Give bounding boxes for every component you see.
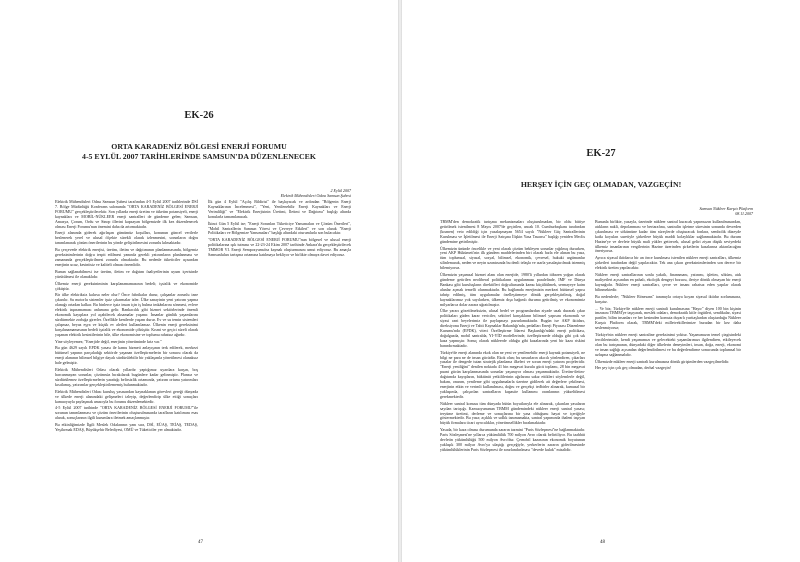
left-byline-date: 2 Eylül 2007: [330, 188, 351, 193]
right-page-number: 48: [600, 540, 605, 545]
paragraph: Ülkemizin ününde öncelikle ve yeni olarak çözüm bekleyen sorunlar yığılmış dururken, yeni AKP Hükümeti'nin ilk gündem maddelerinden biri olarak hızla ele alınan bu yasa, tüm toplumsal, siyasal, sosyal, bilimsel, ekonomik, çevresel, hukuki argümanlar silinlemarak, neden ve neyin uzantısında bu denli telaşla ve ısarla yasalaştırılmak istenmiş bilemiyoruz.: [440, 245, 585, 271]
paragraph: İlk gün 4 Eylül "Açılış Bildirisi" ile başlayacak ve ardından "Bölgenin Enerji Kaynaklarının İncelenmesi", "Yeni, Yenilenebilir Enerji Kaynakları ve Enerji Verimliliği" ve "Elektrik Enerjisinin Üretimi, İletimi ve Dağıtımı" başlığı altında konularla tamamlanacak.: [208, 199, 351, 219]
left-byline: [220, 188, 351, 198]
left-column-1: [55, 200, 198, 535]
right-page: [402, 0, 800, 562]
paragraph: Elektrik Mühendisleri Odası Samsun Şubesi tarafından 4-5 Eylül 2007 tarihlerinde DSİ 7. Bölge Müdürlüğü Konferans salonunda "ORTA KARADENİZ BÖLGESİ ENERJİ FORUMU" gerçekleştirilecektir. Son yıllarda enerji üretim ve tüketim potansiyeli, enerji kaynakları ve MOBİL-NÜKLEER enerji santralleri de gündeme gelen; Samsun, Amasya, Çorum, Ordu ve Sinop illerini kapsayan bölgemizde ilk kez düzenlenecek olması Enerji Forumu'nun önemini daha da artırmaktadır.: [55, 199, 198, 229]
paragraph: İkinci Gün 5 Eylül ise; "Enerji Sorunları Tüketiciye Yansımaları ve Çözüm Önerileri", "Mobil Santrallerin Samsun Yöresi ve Çevreye Etkileri" ve son olarak "Enerji Politikaları ve Bölgemize Yansımaları" başlığı altındaki oturumlarla son bulacaktır.: [208, 220, 351, 236]
paragraph: Ülkemizde nükleer enerji santrali kurulmasına dönük girişimlerden vazgeçilmelidir.: [595, 358, 730, 364]
paragraph: Ülke yararı gözetilmeksizin, ulusal bedel ve programlardan ziyade uzak durarak çıkar politikaları güden karar vericiler, sektörel karışıkların bilimsel yapısını ekonomik ve siyasi rant beyelerimiz ile paylaşmayı pazarlamaktadır. Bugün ise AKP iktidarı, direksiyonu Enerji ve Tabii Kaynaklar Bakanlığı'nda, pedalları Enerji Piyasası Düzenleme Kurumu'nda (EPDK), viteci Özelleştirme İdaresi Başkanlığı'ndaki enerji politikası, doğalgazda, mobil santralda, YI-YİD modellerinde, özelleştirmede olduğu gibi çok sık kaza yapmıştır. Sonuç olarak nükleerde olduğu gibi kazalarında yeni bir kaza riskini barındırmaktadır.: [440, 308, 585, 348]
paragraph: Bu çerçevede elektrik enerjisi, üretim, iletim ve dağıtımının planlanmasında, bölgemiz gereksinimlerinin doğru tespit edilmesi yanında gerekli yatırımların planlanması ve zamanında gerçekleştirilmesi zorunlu olmaktadır. Bu nedenle tüketiciler açısından enerjinin ucuz, kesintisiz ve kaliteli olması önemlidir.: [55, 247, 198, 267]
paragraph: Elektrik Mühendisleri Odası olarak yıllardır yaptığımız uyarılara karşın, boş harcanmayan sorunlar, çözümsüz bırakılarak bugünlere kadar gelinmiştir. Plansız ve sürdürülemez özelleştirmelerin yarattığı belirsizlik ortamında, yatırım ortamı yatırımları kısıtlamış, yatırımlar gerçekleştirilememiş bulunmaktadır.: [55, 367, 198, 387]
left-title-line-1: ORTA KARADENİZ BÖLGESİ ENERJİ FORUMU: [111, 142, 287, 151]
right-page-code: EK-27: [586, 148, 616, 159]
paragraph: Nükleer santral konusu tüm dünyada bütün boyutlarıyla ele alınarak, çıkarılan yasaların sayılan tartışığı. Kamuoyununun TBMM gündemindeki nükleer enerji santral yasası; teryüme üretimi, derleme ve sonuçlarına bir yasa olduğunu hayat ve içeriğiyle göstermektedir. Bu yasa; açıklık ve sıdlık tanımamakta, santral yapımında ihaleni taşıyan büyük firmalara ticari ayrıcalıklar, yönetimsellikler bırakmaktadır.: [440, 400, 585, 426]
paragraph: Bir ülke elektriksiz kalırsa neler olur? Önce fabrikalar durur, çalışanlar zorunlu izne çıkarılır. Su motorlu sistemler işsiz çıkarmalar izler. Ülke sanayinin yeni yatırım yapma olanağı ortadan kalkar. Bu binlerce işsiz insan için iş bulma imkânlarını sönmesi, evlere elektrik taşınamaması anlamına gelir. Bankacılık gibi hizmet sektörlerinde önemli ekonomik kayıplara yol açabilecek aksamalar yaşanır. İnsanlar günlük yaşamlarını sürdürmekte zorluğa girerler. Özellikle kentlerde yaşam durur. Ev ve su temin sistemleri çalışmaz, beyaz eşya ve küçük ev aletleri kullanılamaz. Ülkenin enerji gereksinimi karşılanamamasının bedeli işsizlik ve ekonomide çöküştür. Kısmi ve geçici süreli olarak yaşanan elektrik kesintilerinin bile, ülke ekonomisine ve toplumu rahatsız ağırdır.: [55, 292, 198, 337]
paragraph: Türkiye'nin nükleer enerji santraline gereksinimi yoktur. Yaşamımızın temel çizgisindeki tercihlerimizle, kendi yaşamımızı ve gelecekteki yaşamlarımızı ilgilendiren, etkileyecek olan bu tartışmanın, dünyadaki diğer ülkelerin deneyimleri, insan, doğa, enerji, ekonomi ve insan sağlığı açısından değerlendirilmesi ve bu değerlendirme sonucunda toplumsal bir uzlaşma sağlanmalıdır.: [595, 332, 741, 357]
paragraph: Enerji alanında giderek ağırlaşan gümümüz koşulları, konunun güncel verilerle beslenerek yerel ve ulusal ölçekte sürekli olarak izlenmesini, sorunların doğru tanımlanarak çözüm önerilerinin bu yönde geliştirilmesini zorunlu kılmaktadır.: [55, 230, 198, 246]
left-page: [0, 0, 398, 562]
left-title-line-2: 4-5 EYLÜL 2007 TARİHLERİNDE SAMSUN'DA DÜZENLENECEK: [82, 152, 316, 161]
paragraph: Ülkemiz enerji gereksiniminin karşılanamamasının bedeli; işsizlik ve ekonomide çöküştür.: [55, 280, 198, 291]
paragraph: Bunun sağlanabilmesi ise üretim, iletim ve dağıtım faaliyetlerinin uyum içerisinde yürütülmesi ile olanaklıdır.: [55, 268, 198, 279]
paragraph: Ayrıca siyasal iktidarca bir an önce kurulması istenilen nükleer enerji santralları, ülkemiz şirketleri tarafından değil yapılacaktır. Tek ana çıkarı gereksinimlerinden son derece bir elektrik üretim yapılacaktır.: [595, 255, 741, 271]
right-page-title: HERŞEY İÇİN GEÇ OLMADAN, VAZGEÇİN!: [520, 180, 682, 189]
right-column-2: [595, 220, 741, 490]
paragraph: Ülkemizin yaşamsal hizmet alanı olan enerjide, 1980'li yıllardan itibaren yoğun olarak gündeme getirilen neoliberal politikaların uygulanması paralelinde, IMF ve Dünya Bankası gibi kuruluşların direktifleri doğrultusunda kamu küçültülmek, sermayeye kaim alanlar açmak temelli olunmaktadır. Bu bağlamda enerjimizin merkezi bütünsel yapısı tahrip edilmiş, tüm uygulamalar özelleştirmeye dönük gerçekleştirilmiş, doğal kaynaklarımız yok sayılarken, ülkemiz dışa bağımlı duruma getirilmiş ve ekonomimiz milyarlarca dolar zarara uğratılmıştır.: [440, 272, 585, 307]
paragraph: TBMM'den demokratik tartışma mekanizmaları oluşturulmadan, bir oldu bittiye getirilmek istenilmesi 8 Mayıs 2007'de geçirilen, ancak 10. Cumhurbaşkanı tarafından (kısmen) veto edildiği için yasalaşmayan 5654 sayılı "Nükleer Güç Santrallerinin Kurulması ve İşletilmesi ile Enerji Satışına İlişkin Yasa Tasarısı" başlığı yeniden Meclis gündemine getirilmiştir.: [440, 219, 585, 244]
left-column-2: [208, 200, 351, 320]
paragraph: Türkiye'de enerji alanında ekok olan ne yeni ve yenilenebilir enerji kaynak potansiyeli, ne bilgi ne para ne de insan gücüdür. Ekok olan; bu unsurların akıcılı yönlendiren, çıkarları yasalar ile dengede tutan stratejik planlama ilkeleri ve sorun enerji yatırım projeleridir. "Enerji yeniliğini" denilen noktada 41 bin megavat kurulu gücü toplamı, 28 bin megavat puant gücün karşılanmasında sorunlar yaşanıyor olması yaşanmaktadır. Üretim-iletim-dağıtımda kayıpların, büktünüt yetkililerinin ağzlarına sakız ettikleri söylemlerle değil, bakım, onarım, yenileme gibi uygulamalarla üzerine gidilerek ait değerlere çekilmesi, enerjinin etkin ve verimli kullanılması, doğru ve gerçekçi tedbirler alınarak, kamusal bir yaklaşımla, çalışırılan santralların kapasite kullanımı oranlarının yükseltilmesi gerekmektedir.: [440, 349, 585, 399]
left-page-code: EK-26: [184, 110, 214, 121]
paragraph: Bu etkinliğimizde İlgili Meslek Odalarının yanı sıra, DSİ, EÜAŞ, TEİAŞ, TEDAŞ, Yeşilırmak EDAŞ, Büyükşehir Belediyesi, OMÜ ve Tüketiciler yer almaktadır.: [55, 422, 198, 433]
paragraph: Her şey için çok geç olmadan, derhal vazgeçin!: [595, 365, 671, 371]
left-byline-org: Elektrik Mühendisleri Odası Samsun Şubesi: [280, 193, 351, 199]
paragraph: "ORTA KARADENİZ BÖLGESİ ENERJİ FORUMU"nun bölgesel ve ulusal enerji politikalarına ışık tutması ve 22-23-24 Ekim 2007 tarihinde Ankara'da gerçekleştirilecek TMMOB VI. Enerji Sempozyumu'na kaynak oluşturmasını umut ediyoruz. Bu amaçla Samsunluları tartışma ortamına katılmaya bekliyor ve birlikte olmaya davet ediyoruz.: [208, 237, 351, 258]
paragraph: Bu gün 4629 sayılı EPDK yasası ile kamu hizmeti anlayışının terk edilerek, merkezi bütünsel yapının parçaladığı sektörde yaşanan özelleştirmelerin bir sonucu olarak da enerji alanının bilimsel bilgiye dayalı sürdürülebilir bir yaklaşımla yönetilmesi olanaksız hale gelmiştir.: [55, 345, 198, 366]
paragraph: ... Ve biz; Türkiye'de nükleer enerji santrali kurulmasına "Hayır" diyen 100 bin kişinin imzasını TBMM'ye taşıyarak, meslek odaları, demokratik kitle örgütleri, sendikalar, siyasi partiler, bilim insanları ve her kesimden komuta duyarlı yurttaşlardan oluşturduğu Nükleer Karşıtı Platform olarak, TBMM'deki milletvekillerimize buradan bir kez daha seslenmiyoruz;: [595, 305, 741, 331]
paragraph: Bununla birlikte, yasayla, üzerinde nükleer santral kuracak yapımsızın kullanılmasından, atıkların nakli, depolanması ve bertarafına, santralin işletme süresinin sonunda devreden çıkarılması ve sökümüne kadar tüm süreçlerde oluşturacak fonlara, sembolik düzeyde katkı koyuları suretiyle şirketlere büyük maddi kolaylıklar sağlanmaktadır. Bu durum Hazine'ye ve devlete büyük mali yükler getirecek, ulusal geliri ziyan düşük seviyedeki ülkemiz insanlarının vergilerinin Hazine üzerinden şirketlerin kasalarına aktarılacağını öneriyoruz.: [595, 219, 741, 254]
right-byline: [602, 206, 753, 216]
paragraph: Yine söyleyemez; "Enerjide değil, enerjinin yönetiminde kriz var.": [55, 338, 162, 344]
left-page-title: [0, 142, 398, 162]
left-page-number: 47: [198, 540, 203, 545]
paragraph: Yasada, bir kaza olması durumunda zararın tazmini "Paris Sözleşmesi"ne bağlanmaktadır. Paris Sözleşmesi'ne yıllarca yükümlülük 700 milyon Avro olarak belirtiliyor. Bu taahhüt devletin yükümlülüğü 500 milyon Avro'dur. Çernobil kazasının ekonomik boyutunun yaklaşık 300 milyar Avro'ya ulaştığı gerçeğiyle, yerkerlerin zararın giderilmesinde yükümlülüklerinin Paris Sözleşmesi ile sınırlandırılması "devede kulak" misalidir.: [440, 427, 585, 452]
paragraph: 4-5 Eylül 2007 tarihinde "ORTA KARADENİZ BÖLGESİ ENERJİ FORUMU"'ile sorunun tanımlanması ve çözüm önerilerinin oluşturulmasında tarafların katılımını esas alarak, sonuçlarının ilgili kurumlara iletmek amaçlanmıştır.: [55, 405, 198, 421]
paragraph: Bu nedenlerle; "Nükleer Rönesans" tanımıyla ortaya koyan siyasal iktidar zorlamasına, karşıtız.: [595, 293, 741, 304]
paragraph: Elektrik Mühendisleri Odası kuruluş yasasından kaynaklanan görevleri gereği dünyada ve ülkede enerji alanındaki gelişmeleri izleyip, değerlendirip ülke ettiği sonuçları kamuoyuyla paylaşmak amacıyla bu forumu düzenlemektedir.: [55, 388, 198, 404]
right-byline-org: Samsun Nükleer Karşıtı Platform: [699, 206, 753, 211]
right-column-1: [440, 220, 585, 538]
right-byline-date: 08.11.2007: [735, 211, 753, 217]
paragraph: Nükleer enerji santrallarının sonlu yakıtlı, finansmanı, yatırımı, işletim, söküm, atık maliyetleri açısından en pahalı, ekolojik dengeyi bozucu, ileriye dönük olmayan bir enerji kaynağıdır. Nükleer enerji santralları, çevre ve insanı rahatsız eden yapılar olarak bilinmektedir.: [595, 272, 741, 292]
